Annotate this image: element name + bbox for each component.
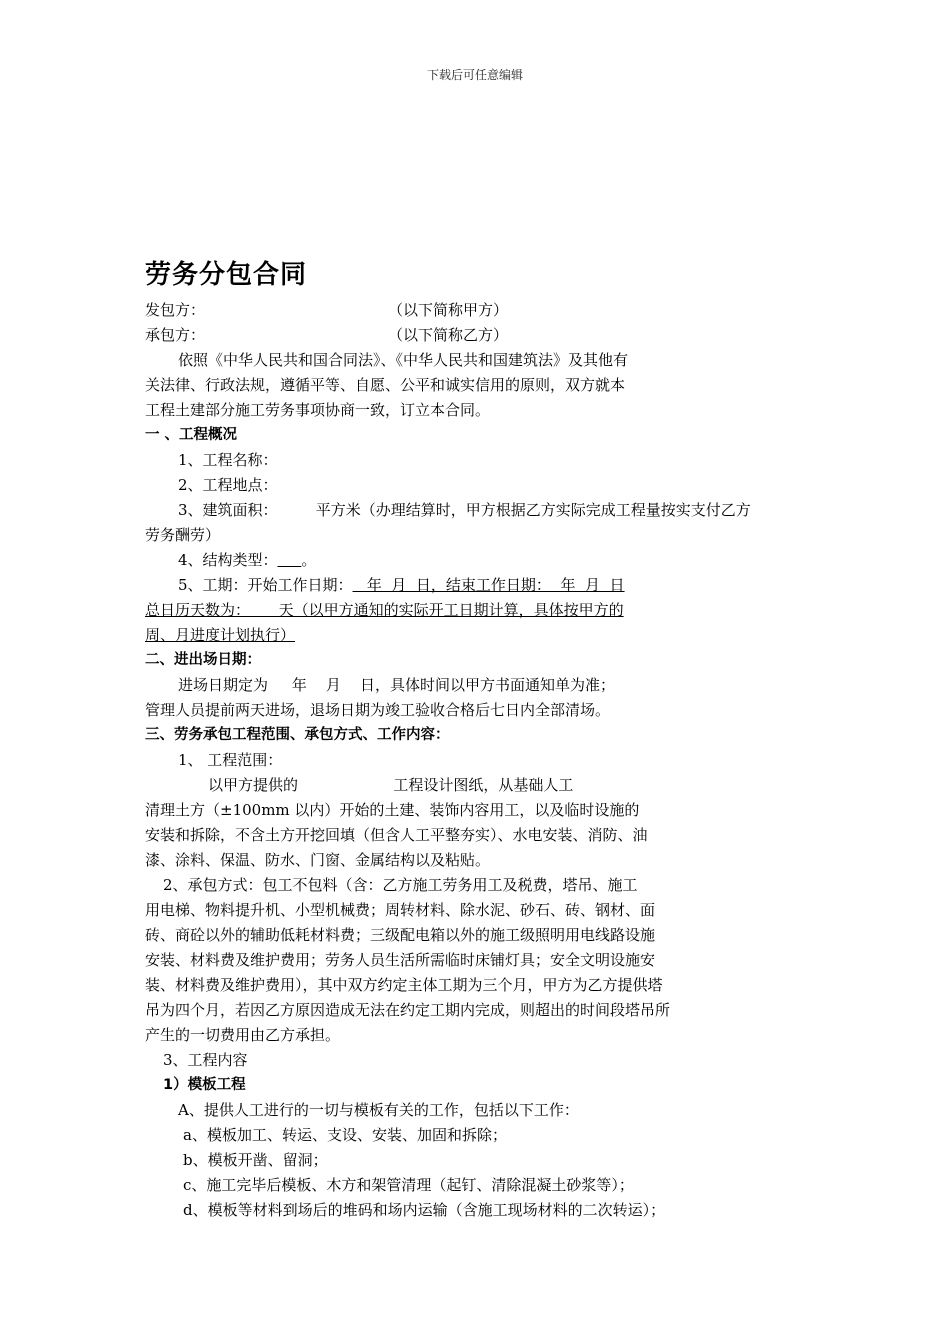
section-3-heading: 三、劳务承包工程范围、承包方式、工作内容： <box>145 727 450 743</box>
document-title: 劳务分包合同 <box>145 260 308 290</box>
schedule-line <box>178 575 625 595</box>
project-name-label: 1、工程名称： <box>178 451 278 469</box>
party-b-label: 承包方： <box>145 326 206 344</box>
contract-mode-line: 产生的一切费用由乙方承担。 <box>145 1026 341 1044</box>
contract-mode-line: 吊为四个月，若因乙方原因造成无法在约定工期内完成，则超出的时间段塔吊所 <box>145 1001 671 1019</box>
contract-mode-line: 2、承包方式：包工不包料（含：乙方施工劳务用工及税费，塔吊、施工 <box>163 876 638 894</box>
scope-label: 1、 工程范围： <box>178 751 283 769</box>
structure-type-blank <box>278 551 302 569</box>
entry-date-line: 进场日期定为 年 月 日，具体时间以甲方书面通知单为准； <box>178 676 615 694</box>
work-content-label: 3、工程内容 <box>163 1051 248 1069</box>
schedule-label: 5、工期：开始工作日期： <box>178 576 353 594</box>
schedule-note: 周、月进度计划执行） <box>145 626 296 644</box>
scope-line: 安装和拆除，不含土方开挖回填（但含人工平整夯实）、水电安装、消防、油 <box>145 826 648 844</box>
structure-type-line <box>178 550 316 570</box>
formwork-item: a、模板加工、转运、支设、安装、加固和拆除； <box>183 1126 507 1144</box>
formwork-item: A、提供人工进行的一切与模板有关的工作，包括以下工作： <box>178 1101 579 1119</box>
scope-line: 漆、涂料、保温、防水、门窗、金属结构以及粘贴。 <box>145 851 491 869</box>
project-location-label: 2、工程地点： <box>178 476 278 494</box>
structure-type-label: 4、结构类型： <box>178 551 278 569</box>
party-b-note: （以下简称乙方） <box>388 326 509 344</box>
page-header-note: 下载后可任意编辑 <box>426 68 523 82</box>
scope-line: 以甲方提供的 工程设计图纸，从基础人工 <box>208 776 574 794</box>
structure-type-suffix: 。 <box>301 551 317 569</box>
contract-mode-line: 砖、商砼以外的辅助低耗材料费；三级配电箱以外的施工级照明用电线路设施 <box>145 926 656 944</box>
formwork-item: d、模板等材料到场后的堆码和场内运输（含施工现场材料的二次转运）； <box>183 1201 666 1219</box>
party-a-note: （以下简称甲方） <box>388 301 509 319</box>
building-area-line: 3、建筑面积： 平方米（办理结算时，甲方根据乙方实际完成工程量按实支付乙方 <box>178 501 751 519</box>
schedule-total-days: 总日历天数为： 天（以甲方通知的实际开工日期计算，具体按甲方的 <box>145 601 624 619</box>
building-area-line: 劳务酬劳） <box>145 526 221 544</box>
party-a-label: 发包方： <box>145 301 206 319</box>
exit-date-line: 管理人员提前两天进场，退场日期为竣工验收合格后七日内全部清场。 <box>145 701 611 719</box>
preamble-line: 依照《中华人民共和国合同法》、《中华人民共和国建筑法》及其他有 <box>178 351 629 369</box>
preamble-line: 工程土建部分施工劳务事项协商一致，订立本合同。 <box>145 401 491 419</box>
formwork-heading: 1）模板工程 <box>163 1077 246 1093</box>
section-2-heading: 二、进出场日期： <box>145 652 261 668</box>
contract-mode-line: 用电梯、物料提升机、小型机械费；周转材料、除水泥、砂石、砖、钢材、面 <box>145 901 656 919</box>
schedule-dates: 年 月 日，结束工作日期： 年 月 日 <box>352 576 625 594</box>
formwork-item: b、模板开凿、留洞； <box>183 1151 328 1169</box>
formwork-item: c、施工完毕后模板、木方和架管清理（起钉、清除混凝土砂浆等）； <box>183 1176 634 1194</box>
scope-line: 清理土方（±100mm 以内）开始的土建、装饰内容用工，以及临时设施的 <box>145 801 640 819</box>
contract-mode-line: 装、材料费及维护费用），其中双方约定主体工期为三个月，甲方为乙方提供塔 <box>145 976 663 994</box>
section-1-heading: 一 、工程概况 <box>145 427 238 443</box>
contract-mode-line: 安装、材料费及维护费用；劳务人员生活所需临时床铺灯具；安全文明设施安 <box>145 951 656 969</box>
preamble-line: 关法律、行政法规，遵循平等、自愿、公平和诚实信用的原则，双方就本 <box>145 376 626 394</box>
